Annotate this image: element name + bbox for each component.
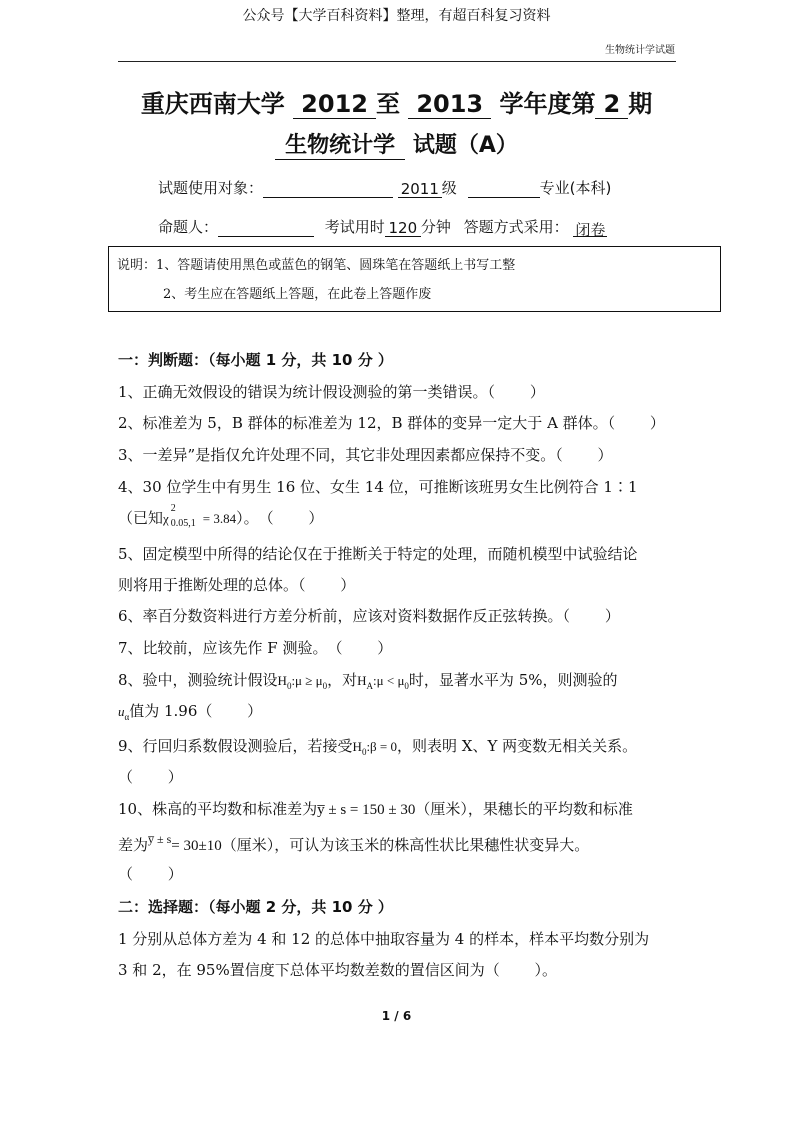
exam-title-line1 xyxy=(0,84,793,119)
q2-1-line2: 3 和 2，在 95%置信度下总体平均数差数的置信区间为（ ）。 xyxy=(118,961,558,979)
q1-4-line2 xyxy=(118,503,324,529)
h0-symbol: H xyxy=(277,673,287,688)
q1-10-line3: （ ） xyxy=(118,865,183,883)
q9-prefix: 9、行回归系数假设测验后，若接受 xyxy=(118,737,353,755)
q1-9-line2: （ ） xyxy=(118,768,183,786)
grade-value: 2011 xyxy=(398,180,442,198)
ha-sub: A xyxy=(366,681,374,691)
q1-5-line1: 5、固定模型中所得的结论仅在于推断关于特定的处理，而随机模型中试验结论 xyxy=(118,545,638,563)
q10-suffix: （厘米），果穗长的平均数和标准 xyxy=(415,800,633,818)
term-number: 2 xyxy=(595,90,628,119)
target-label: 试题使用对象： xyxy=(158,179,264,197)
time-value: 120 xyxy=(385,219,421,237)
ha-relation: :μ < μ xyxy=(373,673,405,688)
running-head: 生物统计学试题 xyxy=(605,45,675,56)
time-label: 考试用时 xyxy=(324,218,385,236)
grade-suffix: 级 xyxy=(441,179,457,197)
q1-8-line2 xyxy=(118,700,262,722)
chi-square-sup: 2 xyxy=(170,503,176,514)
mean-sd-ear-value: = 30±10 xyxy=(171,838,222,854)
chi-square-sub: 0.05,1 xyxy=(170,518,196,529)
q10-line2-suffix: （厘米），可认为该玉米的株高性状比果穗性状变异大。 xyxy=(221,836,590,854)
u-symbol: u xyxy=(118,704,125,719)
author-row xyxy=(158,216,607,237)
h0-relation: :μ ≥ μ xyxy=(291,673,323,688)
q1-10-line1 xyxy=(118,798,633,819)
instruction-1: 说明：1、答题请使用黑色或蓝色的钢笔、圆珠笔在答题纸上书写工整 xyxy=(117,258,516,273)
year-start: 2012 xyxy=(293,90,376,119)
q1-2: 2、标准差为 5，B 群体的标准差为 12，B 群体的变异一定大于 A 群体。（ ） xyxy=(118,414,665,432)
q1-10-line2 xyxy=(118,834,589,855)
q1-1: 1、正确无效假设的错误为统计假设测验的第一类错误。（ ） xyxy=(118,383,545,401)
header-rule xyxy=(118,61,676,62)
q1-7: 7、比较前，应该先作 F 测验。 （ ） xyxy=(118,639,393,657)
alpha-sub: α xyxy=(124,712,130,722)
chi-square-value: = 3.84 xyxy=(202,511,237,526)
q9-suffix: ，则表明 X、Y 两变数无相关关系。 xyxy=(397,737,638,755)
h0-rhs-sub: 0 xyxy=(322,681,328,691)
mode-value: 闭卷 xyxy=(575,221,606,239)
q1-3: 3、一差异”是指仅允许处理不同，其它非处理因素都应保持不变。（ ） xyxy=(118,446,613,464)
mode-label: 答题方式采用： xyxy=(463,218,569,236)
instructions-box xyxy=(108,246,721,312)
instruction-2: 2、考生应在答题纸上答题，在此卷上答题作废 xyxy=(163,287,432,302)
q10-prefix: 10、株高的平均数和标准差为 xyxy=(118,800,318,818)
beta-relation: :β = 0 xyxy=(366,739,397,754)
q1-5-line2: 则将用于推断处理的总体。（ ） xyxy=(118,576,356,594)
q8-line2-text: 值为 1.96（ ） xyxy=(129,702,263,720)
major-suffix: 专业(本科) xyxy=(539,179,612,197)
target-blank xyxy=(263,180,393,198)
chi-square-symbol: χ xyxy=(163,511,169,526)
q1-4-line1: 4、30 位学生中有男生 16 位、女生 14 位，可推断该班男女生比例符合 1∶1 xyxy=(118,478,638,496)
title-to: 至 xyxy=(375,90,400,118)
top-note: 公众号【大学百科资料】整理，有超百科复习资料 xyxy=(242,8,551,24)
section1-heading: 一：判断题：（每小题 1 分，共 10 分 ） xyxy=(118,351,393,369)
q8-prefix: 8、验中，测验统计假设 xyxy=(118,671,278,689)
q8-mid: ，对 xyxy=(327,671,358,689)
q1-6: 6、率百分数资料进行方差分析前，应该对资料数据作反正弦转换。（ ） xyxy=(118,607,620,625)
q1-8-line1 xyxy=(118,669,618,691)
q2-1-line1: 1 分别从总体方差为 4 和 12 的总体中抽取容量为 4 的样本，样本平均数分别为 xyxy=(118,930,650,948)
term-label: 学年度第 xyxy=(499,90,596,118)
q4-suffix: ）。 （ ） xyxy=(236,509,324,527)
author-blank xyxy=(218,219,314,237)
q8-suffix: 时，显著水平为 5%，则测验的 xyxy=(408,671,618,689)
chi-square-scripts xyxy=(169,503,203,529)
mean-sd-ear: y̅ ± s xyxy=(148,832,172,846)
paper-label: 试题（A） xyxy=(412,133,518,158)
author-label: 命题人： xyxy=(158,218,219,236)
h0-symbol-q9: H xyxy=(352,739,362,754)
q4-prefix: （已知 xyxy=(118,509,164,527)
year-end: 2013 xyxy=(408,90,491,119)
section2-heading: 二：选择题：（每小题 2 分，共 10 分 ） xyxy=(118,898,393,916)
school-name: 重庆西南大学 xyxy=(140,90,285,118)
h0-sub: 0 xyxy=(286,681,292,691)
mean-sd-height: y̅ ± s = 150 ± 30 xyxy=(317,802,416,818)
ha-symbol: H xyxy=(357,673,367,688)
exam-title-line2 xyxy=(0,128,793,160)
target-row xyxy=(158,177,611,198)
q10-line2-prefix: 差为 xyxy=(118,836,149,854)
page-number: 1 / 6 xyxy=(381,1009,412,1023)
q1-9-line1 xyxy=(118,735,637,757)
course-name: 生物统计学 xyxy=(275,128,405,160)
term-period: 期 xyxy=(628,90,653,118)
ha-rhs-sub: 0 xyxy=(404,681,409,691)
h0-sub-q9: 0 xyxy=(361,747,367,757)
major-blank xyxy=(468,180,540,198)
time-unit: 分钟 xyxy=(420,218,451,236)
